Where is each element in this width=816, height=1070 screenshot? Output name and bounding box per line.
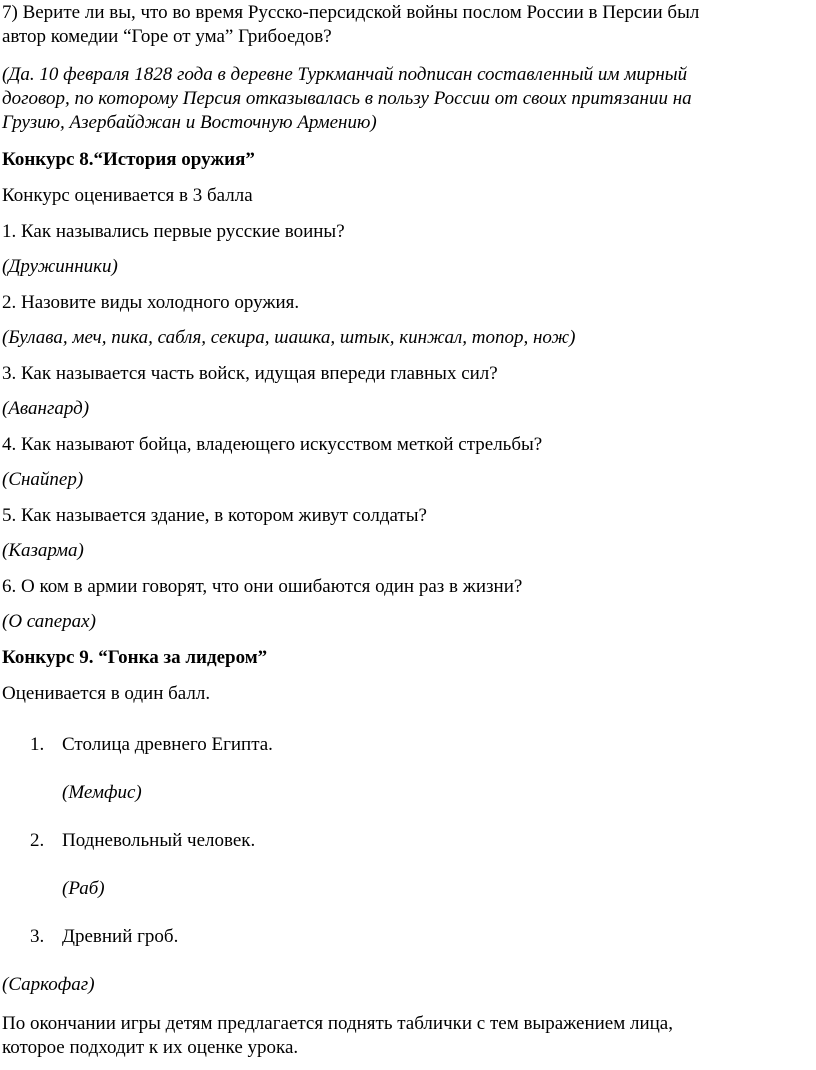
contest-8-answer-2: (Булава, меч, пика, сабля, секира, шашка, штык, кинжал, топор, нож) xyxy=(2,327,576,348)
contest-8-answer-4: (Снайпер) xyxy=(2,469,84,490)
contest-9-answer-3: (Саркофаг) xyxy=(2,974,95,995)
contest-8-scoring: Конкурс оценивается в 3 балла xyxy=(2,185,253,206)
answer-7-line1: (Да. 10 февраля 1828 года в деревне Туркманчай подписан составленный им мирный xyxy=(2,64,688,85)
closing-line1: По окончании игры детям предлагается поднять таблички с тем выражением лица, xyxy=(2,1013,673,1034)
contest-9-number-1: 1. xyxy=(30,734,45,755)
contest-9-answer-2: (Раб) xyxy=(62,878,105,899)
contest-9-number-3: 3. xyxy=(30,926,45,947)
contest-8-question-6: 6. О ком в армии говорят, что они ошибаются один раз в жизни? xyxy=(2,576,523,597)
contest-8-question-3: 3. Как называется часть войск, идущая впереди главных сил? xyxy=(2,363,498,384)
contest-8-question-1: 1. Как назывались первые русские воины? xyxy=(2,221,345,242)
answer-7-line3: Грузию, Азербайджан и Восточную Армению) xyxy=(2,112,377,133)
question-7-line2: автор комедии “Горе от ума” Грибоедов? xyxy=(2,26,332,47)
contest-8-answer-1: (Дружинники) xyxy=(2,256,118,277)
contest-8-answer-6: (О саперах) xyxy=(2,611,96,632)
answer-7-line2: договор, по которому Персия отказывалась в пользу России от своих притязании на xyxy=(2,88,692,109)
contest-8-answer-3: (Авангард) xyxy=(2,398,90,419)
contest-9-question-2: Подневольный человек. xyxy=(62,830,256,851)
closing-line2: которое подходит к их оценке урока. xyxy=(2,1037,299,1058)
contest-8-question-2: 2. Назовите виды холодного оружия. xyxy=(2,292,300,313)
contest-8-question-4: 4. Как называют бойца, владеющего искусством меткой стрельбы? xyxy=(2,434,543,455)
contest-9-number-2: 2. xyxy=(30,830,45,851)
contest-9-scoring: Оценивается в один балл. xyxy=(2,683,211,704)
contest-9-question-3: Древний гроб. xyxy=(62,926,179,947)
contest-8-question-5: 5. Как называется здание, в котором живут солдаты? xyxy=(2,505,427,526)
question-7-line1: 7) Верите ли вы, что во время Русско-персидской войны послом России в Персии был xyxy=(2,2,700,23)
contest-8-title: Конкурс 8.“История оружия” xyxy=(2,149,255,170)
contest-9-answer-1: (Мемфис) xyxy=(62,782,142,803)
contest-9-title: Конкурс 9. “Гонка за лидером” xyxy=(2,647,268,668)
contest-8-answer-5: (Казарма) xyxy=(2,540,84,561)
contest-9-question-1: Столица древнего Египта. xyxy=(62,734,273,755)
